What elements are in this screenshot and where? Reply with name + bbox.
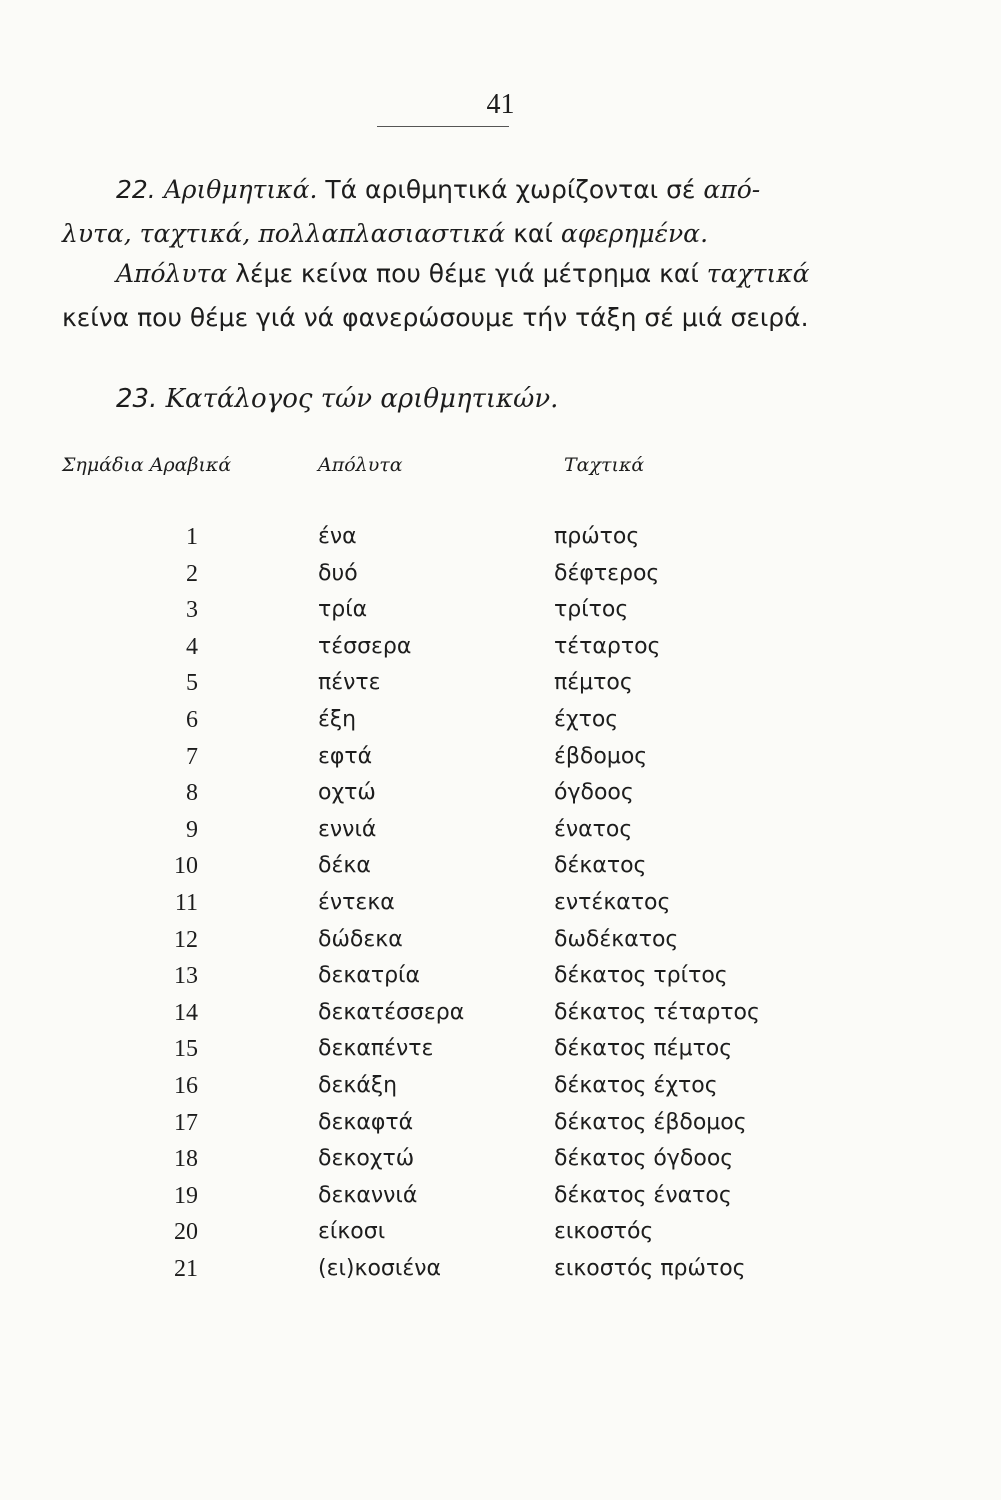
absolute-numeral: ένα: [318, 524, 357, 549]
arabic-numeral: 5: [186, 670, 198, 697]
ordinal-numeral: δέφτερος: [554, 560, 660, 586]
table-row: [0, 629, 1001, 665]
ordinal-numeral: τέταρτος: [554, 633, 661, 659]
absolute-numeral: εφτά: [318, 743, 373, 769]
ordinal-numeral: δέκατος πέμτος: [554, 1036, 733, 1062]
ordinal-numeral: τρίτος: [554, 597, 629, 623]
table-row: [0, 995, 1001, 1031]
table-row: [0, 1031, 1001, 1067]
table-row: [0, 592, 1001, 628]
conjunction-and: καί: [513, 219, 553, 248]
table-row: [0, 1141, 1001, 1177]
definitions-paragraph: [62, 252, 842, 340]
ordinal-numeral: εικοστός: [554, 1219, 654, 1245]
absolute-numeral: δώδεκα: [318, 926, 403, 952]
table-row: [0, 848, 1001, 884]
table-row: [0, 556, 1001, 592]
section-22-paragraph: [62, 168, 842, 256]
ordinal-numeral: πέμτος: [554, 670, 633, 696]
table-row: [0, 1214, 1001, 1250]
absolute-numeral: δεκατρία: [318, 963, 420, 989]
table-row: [0, 519, 1001, 555]
definition-ordinal-term: ταχτικά: [706, 259, 810, 288]
table-row: [0, 702, 1001, 738]
arabic-numeral: 14: [174, 999, 198, 1026]
arabic-numeral: 21: [174, 1256, 198, 1282]
absolute-numeral: δεκατέσσερα: [318, 999, 465, 1025]
table-row: [0, 1105, 1001, 1141]
ordinal-numeral: δέκατος τρίτος: [554, 963, 728, 989]
absolute-numeral: πέντε: [318, 670, 381, 696]
absolute-numeral: έντεκα: [318, 890, 395, 915]
ordinal-numeral: έχτος: [554, 707, 619, 732]
table-row: [0, 922, 1001, 958]
ordinal-numeral: έβδομος: [554, 743, 648, 769]
arabic-numeral: 11: [174, 890, 198, 916]
definition-absolute-text: λέμε κείνα που θέμε γιά μέτρημα καί: [235, 259, 699, 288]
arabic-numeral: 19: [174, 1182, 198, 1209]
header-rule: [377, 126, 509, 127]
absolute-numeral: (ει)κοσιένα: [318, 1256, 441, 1281]
arabic-numeral: 16: [174, 1073, 198, 1099]
absolute-numeral: οχτώ: [318, 780, 376, 806]
section-23-heading: [116, 382, 558, 416]
table-row: [0, 775, 1001, 811]
absolute-numeral: εννιά: [318, 816, 377, 842]
ordinal-numeral: δέκατος: [554, 853, 647, 879]
absolute-numeral: δέκα: [318, 853, 371, 879]
column-header-absolute: Απόλυτα: [318, 454, 403, 476]
absolute-numeral: δυό: [318, 560, 358, 586]
table-row: [0, 812, 1001, 848]
table-row: [0, 665, 1001, 701]
arabic-numeral: 20: [174, 1219, 198, 1246]
absolute-numeral: δεκαπέντε: [318, 1036, 434, 1062]
absolute-numeral: δεκάξη: [318, 1073, 398, 1098]
table-row: [0, 1068, 1001, 1104]
arabic-numeral: 4: [186, 633, 198, 660]
column-header-ordinal: Ταχτικά: [564, 454, 645, 476]
ordinal-numeral: όγδοος: [554, 780, 634, 806]
section-23-number: 23.: [116, 384, 158, 414]
arabic-numeral: 1: [186, 524, 198, 550]
arabic-numeral: 2: [186, 560, 198, 587]
table-row: [0, 1178, 1001, 1214]
table-row: [0, 739, 1001, 775]
page-number: 41: [486, 89, 515, 120]
ordinal-numeral: δέκατος τέταρτος: [554, 999, 760, 1025]
table-row: [0, 958, 1001, 994]
ordinal-numeral: δωδέκατος: [554, 926, 679, 952]
ordinal-numeral: ένατος: [554, 816, 633, 842]
definitions-line-1: [62, 252, 842, 296]
ordinal-numeral: πρώτος: [554, 524, 640, 549]
arabic-numeral: 3: [186, 597, 198, 624]
section-22-line-1: [62, 168, 842, 212]
section-23-title: Κατάλογος τών αριθμητικών.: [165, 384, 559, 414]
absolute-numeral: δεκοχτώ: [318, 1146, 415, 1172]
arabic-numeral: 15: [174, 1036, 198, 1063]
ordinal-numeral: δέκατος ένατος: [554, 1182, 732, 1208]
arabic-numeral: 6: [186, 707, 198, 733]
section-22-intro: Τά αριθμητικά χωρίζονται σέ: [325, 175, 696, 204]
table-row: [0, 1251, 1001, 1287]
arabic-numeral: 10: [174, 853, 198, 880]
absolute-numeral: τέσσερα: [318, 633, 412, 659]
column-header-arabic-signs: Σημάδια Αραβικά: [62, 454, 232, 476]
ordinal-numeral: εικοστός πρώτος: [554, 1256, 746, 1281]
section-22-number: 22.: [116, 175, 156, 204]
arabic-numeral: 8: [186, 780, 198, 807]
arabic-numeral: 17: [174, 1109, 198, 1136]
term-absolute-hyphen: από-: [703, 175, 761, 204]
ordinal-numeral: δέκατος έβδομος: [554, 1109, 747, 1135]
arabic-numeral: 18: [174, 1146, 198, 1173]
definition-ordinal-text: κείνα που θέμε γιά νά φανερώσουμε τήν τάξη σέ μιά σειρά.: [62, 303, 809, 332]
term-list: λυτα, ταχτικά, πολλαπλασιαστικά: [62, 219, 506, 248]
arabic-numeral: 13: [174, 963, 198, 990]
section-22-title: Αριθμητικά.: [163, 175, 318, 204]
absolute-numeral: δεκαφτά: [318, 1109, 414, 1135]
term-abstract: αφερημένα.: [560, 219, 709, 248]
arabic-numeral: 7: [186, 743, 198, 770]
absolute-numeral: τρία: [318, 597, 368, 623]
absolute-numeral: έξη: [318, 707, 357, 732]
absolute-numeral: είκοσι: [318, 1219, 386, 1245]
ordinal-numeral: δέκατος έχτος: [554, 1073, 718, 1098]
ordinal-numeral: δέκατος όγδοος: [554, 1146, 734, 1172]
arabic-numeral: 9: [186, 816, 198, 843]
definition-absolute-term: Απόλυτα: [116, 259, 228, 288]
table-row: [0, 885, 1001, 921]
arabic-numeral: 12: [174, 926, 198, 953]
absolute-numeral: δεκαννιά: [318, 1182, 418, 1208]
ordinal-numeral: εντέκατος: [554, 890, 671, 915]
